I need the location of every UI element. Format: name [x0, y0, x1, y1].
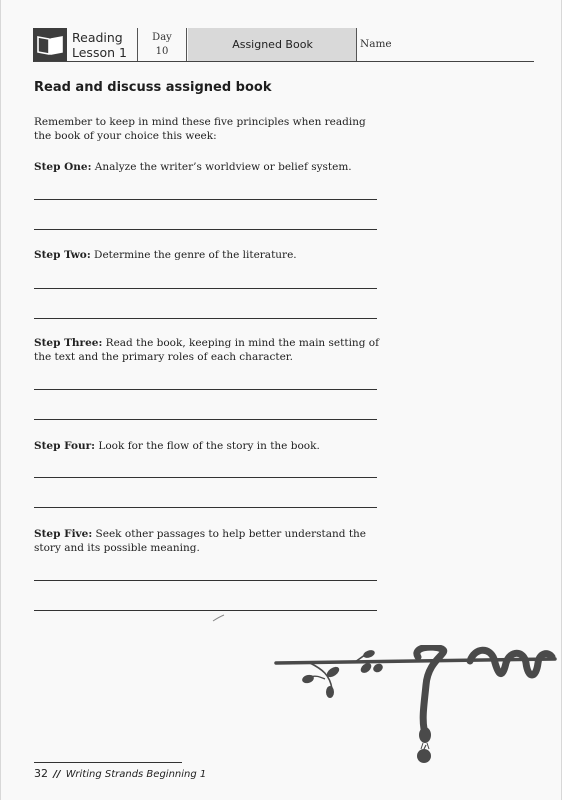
day-number: 10 [155, 46, 169, 57]
answer-line[interactable] [34, 610, 377, 611]
name-write-line[interactable] [34, 61, 534, 62]
step-text: Seek other passages to help better understand the story and its possible meaning. [34, 528, 367, 554]
step-label: Step Two: [34, 249, 91, 261]
answer-line[interactable] [34, 507, 377, 508]
name-label: Name [360, 38, 392, 50]
lesson-header [33, 28, 533, 62]
step-text: Determine the genre of the literature. [90, 249, 297, 261]
header-divider [186, 28, 187, 62]
step-three [34, 336, 379, 364]
intro-text: Remember to keep in mind these five principles when reading the book of your choice this week: [34, 116, 366, 142]
day-label: Day [152, 32, 172, 43]
lesson-title-line2: Lesson 1 [72, 45, 127, 60]
vine-snake-illustration [270, 645, 560, 770]
step-text: Analyze the writer’s worldview or belief system. [91, 161, 352, 173]
step-label: Step Three: [34, 337, 103, 349]
answer-line[interactable] [34, 318, 377, 319]
step-one [34, 160, 379, 174]
header-divider [137, 28, 138, 62]
page-edge-left [0, 0, 1, 800]
answer-line[interactable] [34, 419, 377, 420]
footer-separator: // [53, 769, 61, 780]
answer-line[interactable] [34, 229, 377, 230]
answer-line[interactable] [34, 580, 377, 581]
step-four [34, 439, 379, 453]
book-title: Writing Strands Beginning 1 [65, 769, 207, 780]
answer-line[interactable] [34, 288, 377, 289]
step-text: Look for the flow of the story in the book. [95, 440, 320, 452]
step-text: Read the book, keeping in mind the main setting of the text and the primary roles of each character. [34, 337, 379, 363]
assigned-book-label: Assigned Book [188, 28, 357, 62]
stray-mark [212, 613, 226, 623]
book-icon [33, 28, 67, 62]
answer-line[interactable] [34, 389, 377, 390]
step-label: Step Four: [34, 440, 96, 452]
day-cell [142, 31, 182, 59]
answer-line[interactable] [34, 477, 377, 478]
page-heading: Read and discuss assigned book [34, 80, 272, 95]
step-five [34, 527, 379, 555]
header-divider [356, 28, 357, 62]
footer-rule [34, 762, 182, 763]
page-footer [34, 767, 206, 780]
lesson-title [72, 30, 127, 60]
step-label: Step One: [34, 161, 92, 173]
lesson-title-line1: Reading [72, 30, 123, 45]
step-two [34, 248, 379, 262]
answer-line[interactable] [34, 199, 377, 200]
step-label: Step Five: [34, 528, 93, 540]
page-number: 32 [34, 767, 48, 780]
